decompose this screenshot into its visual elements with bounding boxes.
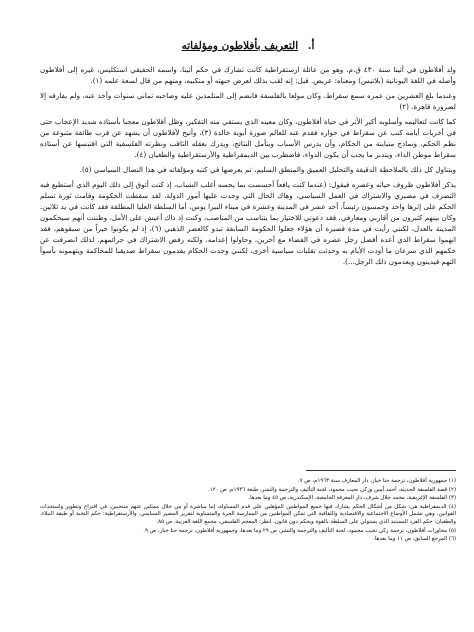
paragraph-quote: يذكر أفلاطون ظروف حياته وعصره فيقول: (عندما كنت يافعاً أحسست بما يحسه أغلب الشباب، إذ كنت أتوق إلى ذلك اليوم الذي أستطيع فيه التصرف في مصيري والاشتراك في العمل السياسي، وهاك الحال التي وجدت عليها أمور الدولة، لقد سقطت الحكومة وقامت ثورة تسلم الحكم على إثرها واحد وخمسون رئيساً، أحد عشر في المدينة وعشرة في ميناء البيرا يوس، أما السلطة العليا المطلقة فقد كانت في يد ثلاثين. وكان بينهم كثيرون من أقاربي ومعارفي، فقد دعوني للاختيار بما يتناسب من المناصب، وكنت إذ ذاك أعيش على الأمل، وظننت أنهم سيحكمون المدينة بالعدل، لكنني رأيت في مدة قصيرة أن هؤلاء جعلوا الحكومة السابقة تبدو كالعصر الذهبي (٦)، إذ لم يكونوا خيراً من سبقوهم، فقد اتهموا سقراط الذي أعده أفضل رجل عصره في القضاء مع آخرين، وحاولوا إعدامه، ولكنه رفض الاشتراك في جرائمهم. لذلك انصرفت عن حكمهم الذي سرعان ما أودت الأيام به وحدثت تقلبات سياسية أخرى، لكنني وجدت الحكام يقدمون سقراط صديقنا للمحاكمة ويتهمونه بأسوأ التهم فيدينون ويعدمون ذلك الرجل...). <box>40 180 457 266</box>
footnotes <box>40 478 456 545</box>
paragraph-birth: ولد أفلاطون في أثينا سنة ٤٣٠ ق.م، وهو من عائلة ارستقراطية كانت تشارك في حكم أثينا، واسمه الحقيقي استكليس، غيره إلى أفلاطون وأصله في اللغة اليونانية (بلاتيس) ومعناه: عريض. قيل: إنه لقب بذلك لعرض جبهته أو منكبيه، ومنهم من قال لسعة علمه (١). <box>40 65 457 85</box>
section-title: التعريف بأفلاطون ومؤلفاته <box>181 40 299 52</box>
footnote: (١) جمهورية أفلاطون، ترجمة حنا خباز، دار المعارف سنة ١٩٦٣م، ص ٧. <box>297 478 456 484</box>
footnote: (٦) المرجع السابق، ص ١١ وما بعدها. <box>373 536 456 543</box>
footnote: (٥) محاورات أفلاطون، ترجمة زكي نجيب محمود، لجنة التأليف والترجمة والنشر، ص ٢٩ وما بعدها، وجمهورية أفلاطون، ترجمة حنا خباز، ص ٩. <box>143 527 456 534</box>
paragraph-influence: كما كانت لتعاليمه وأسلوبه أكبر الأثر في حياة أفلاطون، وكان معينه الذي يستقي منه التفكير، وظل أفلاطون معجبا بأستاذه شديد الإعجاب حتى في أخريات أيامه كتب عن سقراط في حواره فقدم عنه للعالم صورة أبوية خالدة (٣)، وأتيح لأفلاطون أن يشهد عن قرب طائفة متنوعة من نظم الحكم، ونماذج متباينة من الحكام، وأن يدرس الأسباب ويتأمل النتائج، ويدرك بعقله الثاقب ونظرته الفلسفية التي اقتبسها عن أستاذه سقراط موطن الداء، ويتدبر ما يجب أن يكون الدواء، فاضطرب بين الديمقراطية والأرستقراطية والطغيان (٤). <box>40 117 457 159</box>
footnote: (٤) الديمقراطية هي: شكل من أشكال الحكم يشارك فيها جميع المواطنين المؤهلين على قدم المساواة، إما مباشرة أو من خلال ممثلين عنهم منتخبين، في اقتراح وتطوير واستحداث القوانين، وهي تشمل الأوضاع الاجتماعية والاقتصادية والثقافية التي تمكن المواطنين من الممارسة الحرة والمتساوية لتقرير المصير السياسي. والأرستقراطية: حكم النخبة أو طبقة النبلاء، والطغيان: حكم الفرد المستبد الذي يستولي على السلطة بالقوة ويحكم دون قانون. انظر: المعجم الفلسفي، مجمع اللغة العربية، ص ٨٥. <box>40 503 456 525</box>
section-number: أ. <box>307 40 315 52</box>
paragraph-socrates: وعندما بلغ العشرين من عمره سمع سقراط، وكان مولعا بالفلسفة فانضم إلى المتلمذين عليه وصاحبه ثماني سنوات وأخذ عنه، ولم يفارقه إلا لضرورة قاهرة. (٢) <box>40 91 456 111</box>
section-heading <box>40 40 456 52</box>
footnote: (٣) الفلسفة الإغريقية، محمد جلال شرف، دار المعرفة الجامعية، الإسكندرية، ص ٤٥ وما بعدها. <box>248 495 456 502</box>
document-page <box>40 34 457 543</box>
paragraph-analysis: ويتناول كل ذلك بالملاحظة الدقيقة والتحليل العميق والمنطق السليم، ثم يعرضها في كتبه ومؤلفاته في هذا النضال السياسي (٥). <box>79 165 456 174</box>
footnote: (٢) قصة الفلسفة الحديثة، أحمد أمين وزكي نجيب محمود، لجنة التأليف والترجمة والنشر، طبعة ١٩٣٦م، ص ١٢٠. <box>208 486 456 493</box>
footnote-divider <box>306 470 456 471</box>
